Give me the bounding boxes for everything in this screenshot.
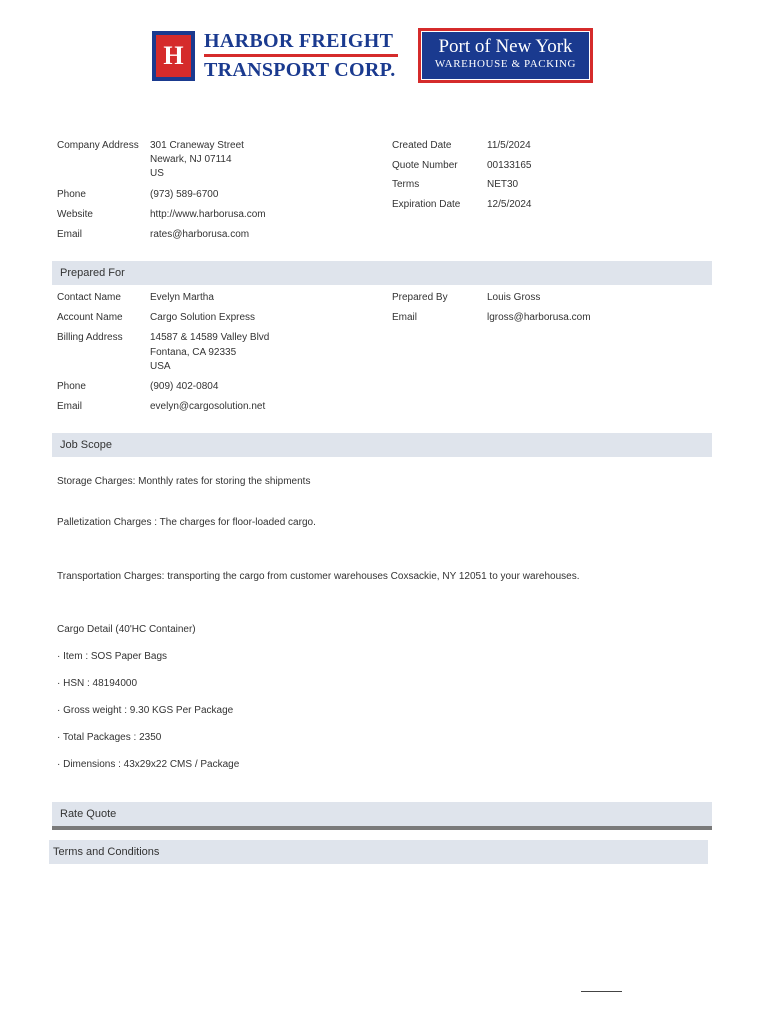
harbor-freight-name-line2: TRANSPORT CORP.: [204, 59, 396, 81]
signature-line: [581, 991, 622, 992]
billing-address-label: Billing Address: [57, 332, 123, 343]
rate-quote-divider: [52, 826, 712, 830]
billing-address-line2: Fontana, CA 92335: [150, 347, 237, 358]
contact-phone: (909) 402-0804: [150, 381, 219, 392]
job-scope-header: Job Scope: [52, 433, 712, 457]
port-of-new-york-logo-panel: [421, 31, 590, 80]
contact-email-label: Email: [57, 401, 83, 412]
company-address-line3: US: [150, 168, 164, 179]
harbor-freight-emblem-letter: H: [156, 35, 191, 77]
company-address-line2: Newark, NJ 07114: [150, 154, 232, 165]
rate-quote-header: Rate Quote: [52, 802, 712, 826]
account-name: Cargo Solution Express: [150, 312, 256, 323]
terms-and-conditions-header: Terms and Conditions: [49, 840, 708, 864]
cargo-detail-item: · Gross weight : 9.30 KGS Per Package: [57, 705, 234, 716]
preparer-email-label: Email: [392, 312, 418, 323]
created-date-label: Created Date: [392, 140, 452, 151]
expiration-date-label: Expiration Date: [392, 199, 461, 210]
storage-charges-text: Storage Charges: Monthly rates for storing the shipments: [57, 476, 311, 487]
expiration-date: 12/5/2024: [487, 199, 532, 210]
prepared-for-header: Prepared For: [52, 261, 712, 285]
harbor-freight-rule: [204, 54, 398, 57]
cargo-detail-item: · Total Packages : 2350: [57, 732, 162, 743]
harbor-freight-emblem: [152, 31, 195, 81]
harbor-freight-name-line1: HARBOR FREIGHT: [204, 30, 394, 52]
transportation-charges-text: Transportation Charges: transporting the cargo from customer warehouses Coxsackie, NY 12051 to your warehouses.: [57, 571, 580, 582]
company-website-label: Website: [57, 209, 93, 220]
billing-address-line1: 14587 & 14589 Valley Blvd: [150, 332, 270, 343]
account-name-label: Account Name: [57, 312, 123, 323]
terms-value: NET30: [487, 179, 519, 190]
company-website-link[interactable]: http://www.harborusa.com: [150, 209, 266, 220]
billing-address-line3: USA: [150, 361, 171, 372]
cargo-detail-item: · Item : SOS Paper Bags: [57, 651, 168, 662]
company-email-label: Email: [57, 229, 83, 240]
quote-number: 00133165: [487, 160, 532, 171]
created-date: 11/5/2024: [487, 140, 531, 151]
company-address-label: Company Address: [57, 140, 139, 151]
harbor-freight-logo: [152, 29, 398, 82]
palletization-charges-text: Palletization Charges : The charges for floor-loaded cargo.: [57, 517, 316, 528]
prepared-by: Louis Gross: [487, 292, 541, 303]
cargo-detail-item: · Dimensions : 43x29x22 CMS / Package: [57, 759, 240, 770]
contact-email-link[interactable]: evelyn@cargosolution.net: [150, 401, 266, 412]
contact-name-label: Contact Name: [57, 292, 121, 303]
contact-name: Evelyn Martha: [150, 292, 214, 303]
company-email-link[interactable]: rates@harborusa.com: [150, 229, 250, 240]
company-address-line1: 301 Craneway Street: [150, 140, 244, 151]
cargo-detail-heading: Cargo Detail (40'HC Container): [57, 624, 196, 635]
terms-label: Terms: [392, 179, 420, 190]
quote-number-label: Quote Number: [392, 160, 458, 171]
port-of-new-york-tagline: WAREHOUSE & PACKING: [434, 58, 577, 70]
preparer-email-link[interactable]: lgross@harborusa.com: [487, 312, 591, 323]
company-phone: (973) 589-6700: [150, 189, 219, 200]
prepared-by-label: Prepared By: [392, 292, 448, 303]
port-of-new-york-name: Port of New York: [438, 36, 573, 57]
cargo-detail-item: · HSN : 48194000: [57, 678, 138, 689]
contact-phone-label: Phone: [57, 381, 86, 392]
company-phone-label: Phone: [57, 189, 86, 200]
port-of-new-york-logo: [418, 28, 593, 83]
